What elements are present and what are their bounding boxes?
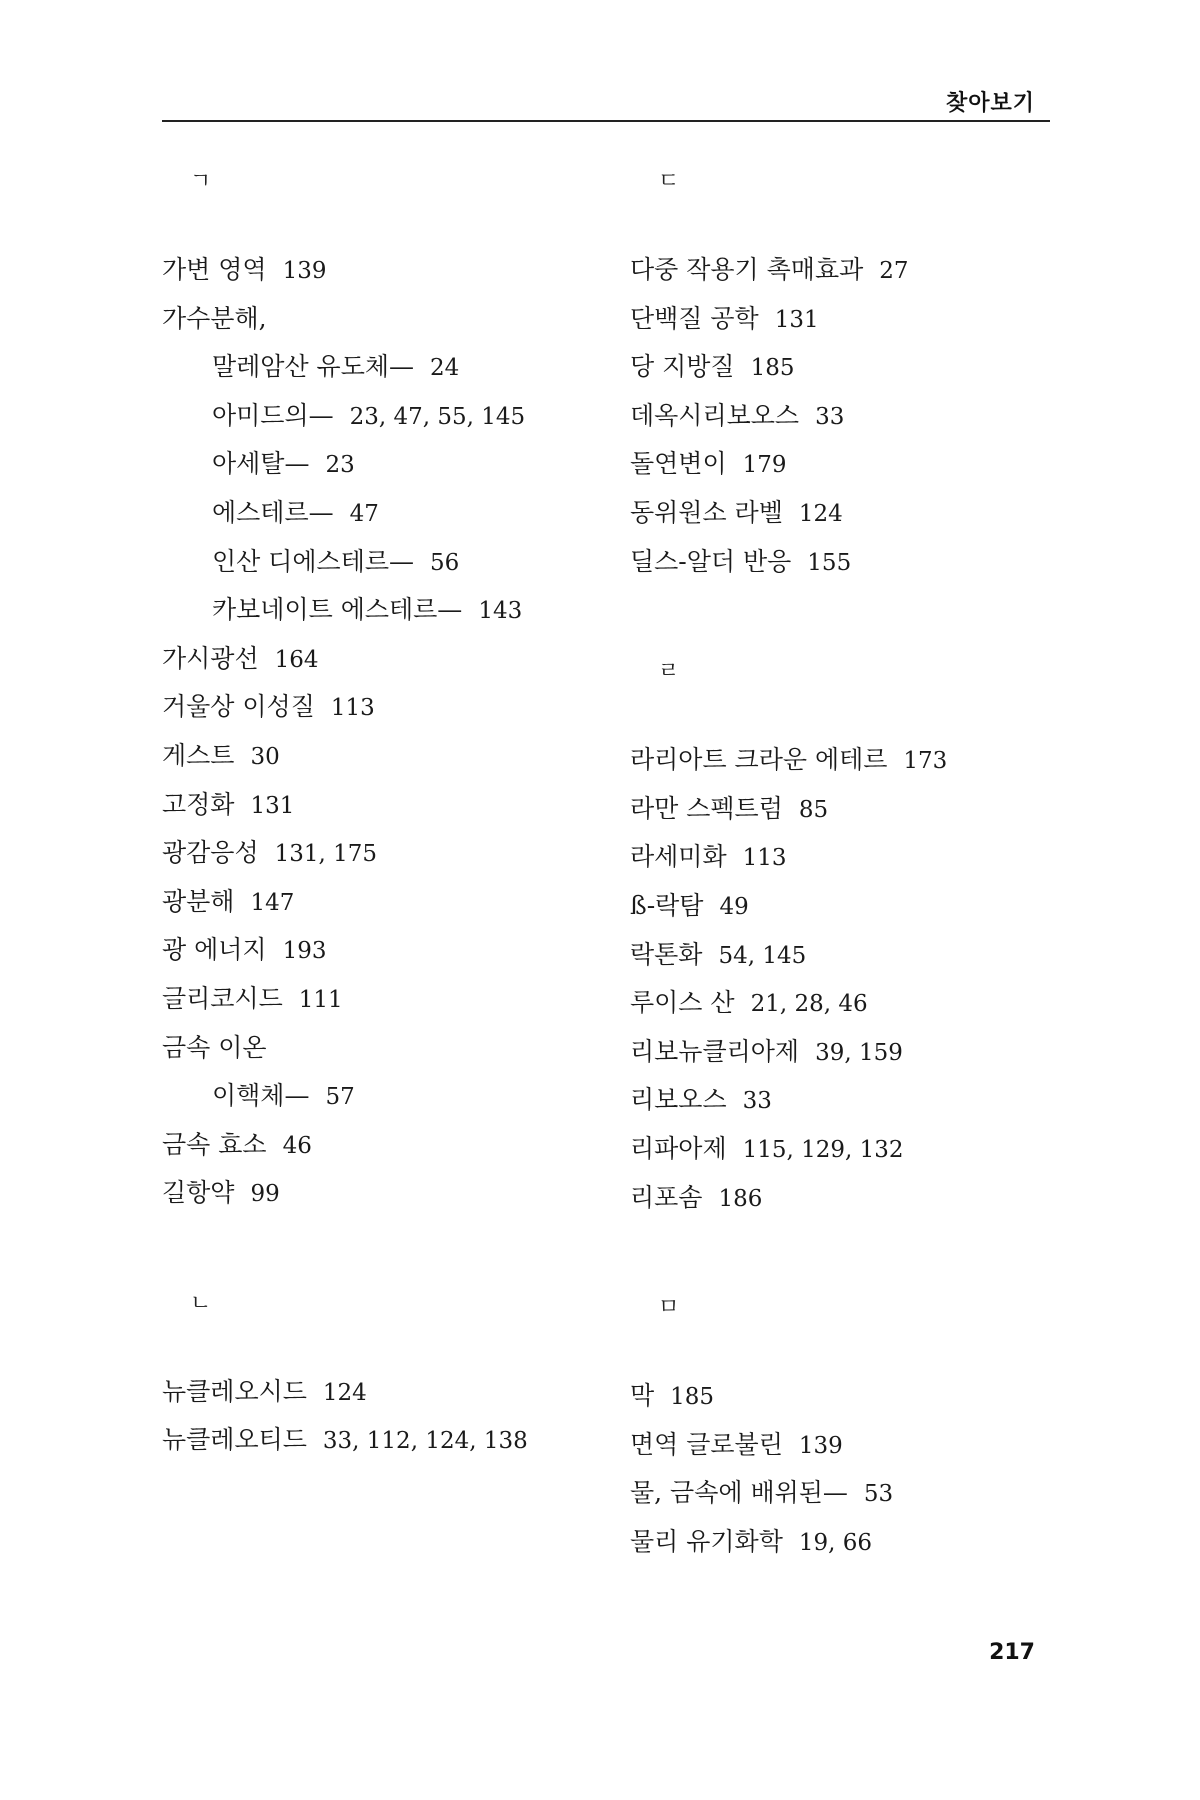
index-subentry [162, 538, 592, 587]
section-letter: ㅁ [658, 1295, 680, 1321]
index-pages: 33, 112, 124, 138 [322, 1428, 528, 1455]
index-term: 에스테르— [212, 497, 334, 527]
index-entry [630, 882, 1060, 931]
running-header-title: 찾아보기 [945, 91, 1035, 116]
index-pages: 124 [322, 1379, 367, 1406]
index-entry [630, 392, 1060, 441]
index-entry [630, 1076, 1060, 1125]
index-term: 라세미화 [630, 842, 727, 872]
index-term: 라만 스펙트럼 [630, 793, 783, 823]
index-pages: 53 [863, 1481, 894, 1508]
index-pages: 113 [742, 845, 787, 872]
index-pages: 164 [274, 646, 319, 673]
index-entry-list [162, 1368, 592, 1465]
index-entry [630, 1469, 1060, 1518]
index-pages: 193 [282, 938, 327, 965]
index-pages: 143 [478, 598, 523, 625]
index-subentry [162, 392, 592, 441]
index-term: 가변 영역 [162, 255, 267, 284]
index-term: 인산 디에스테르— [212, 546, 414, 576]
index-term: 게스트 [162, 740, 235, 770]
index-term: 다중 작용기 촉매효과 [630, 255, 864, 284]
index-entry [630, 343, 1060, 392]
index-pages: 23, 47, 55, 145 [349, 403, 526, 430]
index-entry [162, 295, 592, 344]
index-pages: 113 [330, 695, 375, 722]
index-term: 라리아트 크라운 에테르 [630, 745, 888, 775]
index-pages: 185 [750, 355, 795, 382]
index-entry [630, 1125, 1060, 1174]
index-term: 물, 금속에 배위된— [630, 1478, 848, 1508]
index-entry [162, 1121, 592, 1170]
index-entry [630, 979, 1060, 1028]
index-term: 면역 글로불린 [630, 1429, 783, 1459]
index-term: 데옥시리보오스 [630, 400, 800, 430]
index-term: 길항약 [162, 1178, 235, 1208]
index-term: ß-락탐 [630, 890, 704, 920]
index-section [162, 162, 592, 1218]
index-entry [630, 785, 1060, 834]
index-term: 단백질 공학 [630, 303, 759, 333]
index-term: 동위원소 라벨 [630, 497, 783, 527]
index-entry-list [630, 1372, 1060, 1566]
section-letter: ㄱ [190, 169, 212, 194]
index-term: 돌연변이 [630, 449, 727, 479]
section-gap [630, 586, 1060, 652]
index-term: 광감응성 [162, 838, 259, 868]
index-pages: 131 [774, 306, 819, 333]
index-term: 금속 이온 [162, 1032, 267, 1062]
index-term: 리보뉴클리아제 [630, 1036, 800, 1066]
index-entry [162, 246, 592, 295]
index-entry [162, 635, 592, 684]
index-term: 락톤화 [630, 939, 703, 969]
index-pages: 186 [718, 1185, 763, 1212]
index-term: 금속 효소 [162, 1129, 267, 1159]
index-entry-list [630, 246, 1060, 586]
index-subentry [162, 343, 592, 392]
index-entry [162, 1368, 592, 1417]
index-pages: 179 [742, 452, 787, 479]
section-letter: ㄷ [658, 169, 680, 194]
index-pages: 49 [719, 893, 749, 920]
index-pages: 131, 175 [274, 841, 378, 868]
index-pages: 124 [798, 500, 843, 527]
index-pages: 85 [798, 796, 829, 823]
section-gap [162, 1218, 592, 1284]
index-column-left [162, 162, 592, 1465]
index-term: 뉴클레오시드 [162, 1376, 307, 1406]
index-pages: 54, 145 [718, 942, 807, 969]
index-term: 거울상 이성질 [162, 692, 315, 722]
index-pages: 19, 66 [798, 1529, 873, 1556]
index-term: 뉴클레오티드 [162, 1425, 307, 1455]
index-entry [162, 829, 592, 878]
index-entry [630, 1028, 1060, 1077]
index-entry [630, 1174, 1060, 1223]
index-term: 가수분해, [162, 303, 267, 333]
index-entry [162, 1024, 592, 1073]
index-subentry [162, 586, 592, 635]
index-entry-list [630, 736, 1060, 1222]
index-entry [630, 1372, 1060, 1421]
index-subentry [162, 489, 592, 538]
header-rule [162, 120, 1050, 122]
index-pages: 139 [282, 258, 327, 284]
index-pages: 155 [807, 549, 852, 576]
index-term: 고정화 [162, 789, 235, 819]
index-term: 물리 유기화학 [630, 1526, 783, 1556]
index-term: 광분해 [162, 886, 235, 916]
index-entry [630, 246, 1060, 295]
index-section [630, 1288, 1060, 1566]
index-term: 말레암산 유도체— [212, 352, 414, 382]
index-pages: 139 [798, 1432, 843, 1459]
index-term: 딜스-알더 반응 [630, 546, 792, 576]
index-pages: 23 [325, 452, 355, 479]
index-term: 아세탈— [212, 449, 310, 479]
section-letter: ㄴ [190, 1290, 212, 1316]
index-entry [630, 1518, 1060, 1567]
index-pages: 24 [430, 355, 460, 382]
index-section [630, 652, 1060, 1222]
index-term: 가시광선 [162, 643, 259, 673]
index-term: 루이스 산 [630, 988, 735, 1018]
index-entry [162, 1169, 592, 1218]
index-pages: 185 [670, 1384, 715, 1411]
page-number: 217 [989, 1640, 1035, 1665]
index-pages: 57 [325, 1084, 355, 1111]
index-pages: 47 [349, 500, 379, 527]
index-pages: 99 [250, 1181, 280, 1208]
index-entry [630, 1421, 1060, 1470]
index-entry [630, 833, 1060, 882]
index-pages: 27 [879, 258, 909, 284]
index-entry [162, 1416, 592, 1465]
index-pages: 39, 159 [815, 1039, 903, 1066]
index-pages: 46 [282, 1132, 312, 1159]
index-entry [162, 781, 592, 830]
index-section [630, 162, 1060, 586]
index-entry [630, 489, 1060, 538]
index-pages: 173 [903, 748, 948, 775]
index-entry [630, 736, 1060, 785]
index-term: 리보오스 [630, 1085, 727, 1115]
index-pages: 111 [298, 986, 343, 1013]
index-term: 막 [630, 1381, 655, 1411]
index-entry [630, 538, 1060, 587]
index-term: 리포솜 [630, 1182, 703, 1212]
section-letter: ㄹ [658, 659, 680, 685]
index-term: 아미드의— [212, 400, 334, 430]
index-entry [162, 975, 592, 1024]
index-pages: 115, 129, 132 [742, 1136, 904, 1163]
index-entry [162, 878, 592, 927]
index-entry [630, 440, 1060, 489]
index-term: 광 에너지 [162, 935, 267, 965]
index-subentry [162, 1072, 592, 1121]
index-pages: 30 [250, 743, 280, 770]
index-pages: 147 [250, 889, 295, 916]
index-pages: 33 [742, 1088, 772, 1115]
index-entry [630, 931, 1060, 980]
index-subentry [162, 440, 592, 489]
index-pages: 33 [815, 403, 845, 430]
index-entry [162, 683, 592, 732]
index-pages: 131 [250, 792, 295, 819]
index-entry-list [162, 246, 592, 1218]
section-gap [630, 1222, 1060, 1288]
index-term: 카보네이트 에스테르— [212, 595, 463, 625]
index-term: 글리코시드 [162, 983, 283, 1013]
index-term: 이핵체— [212, 1081, 310, 1111]
index-term: 당 지방질 [630, 352, 735, 382]
index-entry [162, 926, 592, 975]
index-term: 리파아제 [630, 1133, 727, 1163]
index-pages: 56 [430, 549, 460, 576]
index-column-right [630, 162, 1060, 1566]
index-section [162, 1284, 592, 1465]
index-pages: 21, 28, 46 [750, 991, 868, 1018]
index-entry [630, 295, 1060, 344]
index-entry [162, 732, 592, 781]
